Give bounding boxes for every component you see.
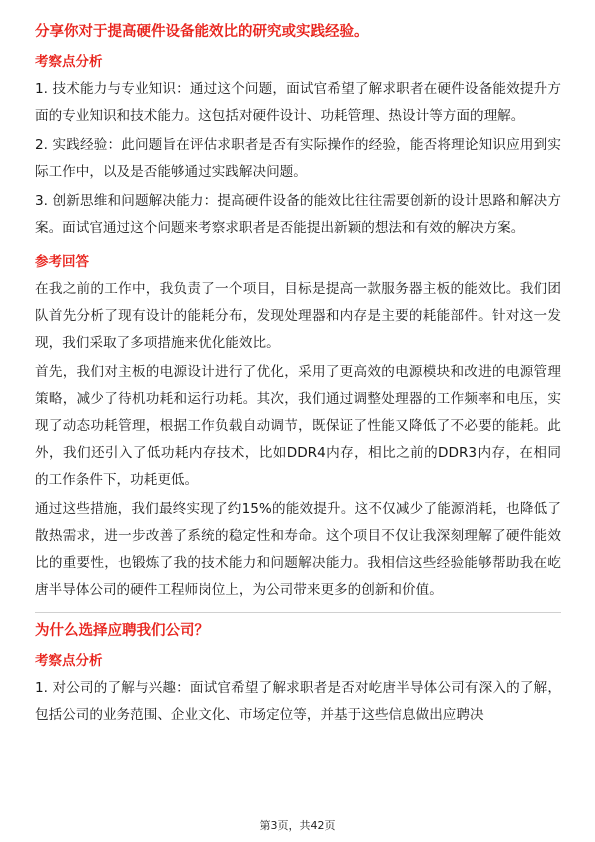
answer-paragraph: 首先，我们对主板的电源设计进行了优化，采用了更高效的电源模块和改进的电源管理策略，减少了待机功耗和运行功耗。其次，我们通过调整处理器的工作频率和电压，实现了动态功耗管理，根据工作负载自动调节，既保证了性能又降低了不必要的能耗。此外，我们还引入了低功耗内存技术，比如DDR4内存，相比之前的DDR3内存，在相同的工作条件下，功耗更低。	[35, 364, 561, 488]
answer-paragraph: 通过这些措施，我们最终实现了约15%的能效提升。这不仅减少了能源消耗，也降低了散热需求，进一步改善了系统的稳定性和寿命。这个项目不仅让我深刻理解了硬件能效比的重要性，也锻炼了我的技术能力和问题解决能力。我相信这些经验能够帮助我在屹唐半导体公司的硬件工程师岗位上，为公司带来更多的创新和价值。	[35, 501, 561, 598]
answer-paragraph: 在我之前的工作中，我负责了一个项目，目标是提高一款服务器主板的能效比。我们团队首先分析了现有设计的能耗分布，发现处理器和内存是主要的耗能部件。针对这一发现，我们采取了多项措施来优化能效比。	[35, 281, 561, 351]
analysis-heading: 考察点分析	[35, 653, 103, 669]
question-title: 为什么选择应聘我们公司？	[35, 623, 209, 639]
question-title: 分享你对于提高硬件设备能效比的研究或实践经验。	[35, 24, 369, 40]
answer-heading: 参考回答	[35, 254, 89, 270]
analysis-point: 2. 实践经验：此问题旨在评估求职者是否有实际操作的经验，能否将理论知识应用到实际工作中，以及是否能够通过实践解决问题。	[35, 137, 561, 180]
document-page	[35, 22, 561, 731]
analysis-heading: 考察点分析	[35, 54, 103, 70]
analysis-point: 1. 对公司的了解与兴趣：面试官希望了解求职者是否对屹唐半导体公司有深入的了解，包括公司的业务范围、企业文化、市场定位等，并基于这些信息做出应聘决	[35, 680, 561, 723]
analysis-point: 3. 创新思维和问题解决能力：提高硬件设备的能效比往往需要创新的设计思路和解决方案。面试官通过这个问题来考察求职者是否能提出新颖的想法和有效的解决方案。	[35, 193, 561, 236]
page-number: 第3页，共42页	[259, 819, 336, 832]
section-divider	[35, 612, 561, 613]
analysis-point: 1. 技术能力与专业知识：通过这个问题，面试官希望了解求职者在硬件设备能效提升方面的专业知识和技术能力。这包括对硬件设计、功耗管理、热设计等方面的理解。	[35, 81, 561, 124]
